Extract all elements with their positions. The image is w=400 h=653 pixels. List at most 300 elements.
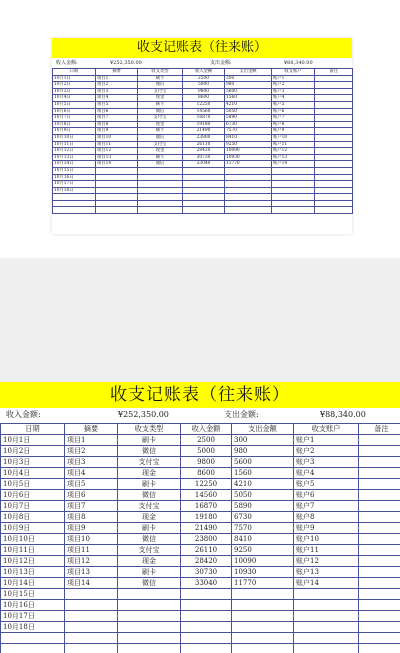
- remark-cell: [359, 644, 400, 653]
- income-cell: 2500: [183, 75, 225, 82]
- table-row: [1, 633, 400, 644]
- remark-cell: [315, 134, 353, 141]
- summary-cell: 项目11: [96, 141, 138, 148]
- account-cell: 账户12: [294, 556, 359, 567]
- type-cell: 微信: [118, 534, 181, 545]
- table-row: [1, 567, 400, 578]
- remark-cell: [315, 115, 353, 122]
- sheet-title: 收支记账表（往来账）: [0, 382, 400, 408]
- date-cell: 10月5日: [53, 101, 96, 108]
- type-cell: 刷卡: [138, 128, 183, 135]
- summary-cell: [96, 187, 138, 194]
- expense-cell: [225, 181, 272, 188]
- table-row: [1, 534, 400, 545]
- account-cell: 账户13: [294, 567, 359, 578]
- remark-cell: [359, 611, 400, 622]
- type-cell: 微信: [118, 490, 181, 501]
- date-cell: 10月7日: [1, 501, 65, 512]
- expense-cell: 6730: [232, 512, 294, 523]
- account-cell: 账户6: [294, 490, 359, 501]
- date-cell: 10月12日: [53, 148, 96, 155]
- type-cell: 刷卡: [118, 567, 181, 578]
- income-cell: 21490: [181, 523, 232, 534]
- expense-cell: 5600: [232, 457, 294, 468]
- type-header: 收支类型: [118, 424, 181, 435]
- date-cell: 10月3日: [53, 88, 96, 95]
- summary-cell: [65, 644, 118, 653]
- type-cell: 支付宝: [138, 141, 183, 148]
- remark-cell: [359, 600, 400, 611]
- summary-cell: [96, 194, 138, 201]
- date-cell: 10月17日: [1, 611, 65, 622]
- table-row: [53, 121, 353, 128]
- summary-cell: 项目5: [65, 479, 118, 490]
- remark-cell: [315, 154, 353, 161]
- date-cell: 10月6日: [53, 108, 96, 115]
- date-cell: [53, 194, 96, 201]
- table-row: [53, 148, 353, 155]
- date-cell: 10月8日: [53, 121, 96, 128]
- remark-cell: [315, 207, 353, 214]
- expense-cell: 5890: [232, 501, 294, 512]
- income-cell: [181, 611, 232, 622]
- header-row: [1, 424, 400, 435]
- table-row: [1, 523, 400, 534]
- date-cell: 10月6日: [1, 490, 65, 501]
- summary-cell: [96, 207, 138, 214]
- remark-cell: [359, 578, 400, 589]
- income-cell: 26110: [183, 141, 225, 148]
- remark-cell: [315, 108, 353, 115]
- summary-cell: 项目6: [65, 490, 118, 501]
- type-cell: 微信: [138, 161, 183, 168]
- expense-cell: 7570: [232, 523, 294, 534]
- account-cell: 账户11: [272, 141, 315, 148]
- expense-cell: 5600: [225, 88, 272, 95]
- table-row: [53, 194, 353, 201]
- date-cell: 10月11日: [53, 141, 96, 148]
- type-cell: 微信: [118, 446, 181, 457]
- account-cell: 账户3: [294, 457, 359, 468]
- income-cell: 16870: [183, 115, 225, 122]
- income-cell: 8600: [181, 468, 232, 479]
- account-cell: [272, 200, 315, 207]
- income-cell: 9800: [183, 88, 225, 95]
- account-cell: 账户4: [294, 468, 359, 479]
- type-cell: 刷卡: [118, 479, 181, 490]
- table-row: [53, 95, 353, 102]
- income-cell: 26110: [181, 545, 232, 556]
- expense-header: 支出金额: [232, 424, 294, 435]
- expense-cell: [232, 633, 294, 644]
- table-row: [53, 101, 353, 108]
- table-row: [53, 82, 353, 89]
- remark-cell: [315, 194, 353, 201]
- date-cell: 10月2日: [1, 446, 65, 457]
- summary-cell: 项目13: [65, 567, 118, 578]
- date-cell: 10月2日: [53, 82, 96, 89]
- remark-header: 备注: [359, 424, 400, 435]
- type-cell: 支付宝: [118, 501, 181, 512]
- account-cell: [294, 644, 359, 653]
- income-cell: 30730: [181, 567, 232, 578]
- date-cell: 10月18日: [53, 187, 96, 194]
- summary-cell: 项目1: [96, 75, 138, 82]
- table-row: [53, 88, 353, 95]
- summary-cell: 项目3: [65, 457, 118, 468]
- date-cell: 10月14日: [1, 578, 65, 589]
- account-cell: 账户14: [294, 578, 359, 589]
- account-cell: [272, 194, 315, 201]
- table-row: [53, 108, 353, 115]
- account-cell: [272, 181, 315, 188]
- income-value: ¥252,350.00: [110, 60, 142, 66]
- account-cell: 账户4: [272, 95, 315, 102]
- date-cell: 10月18日: [1, 622, 65, 633]
- date-cell: 10月13日: [1, 567, 65, 578]
- type-cell: [118, 611, 181, 622]
- income-cell: 21490: [183, 128, 225, 135]
- remark-cell: [359, 567, 400, 578]
- remark-header: 备注: [315, 69, 353, 76]
- expense-cell: 5890: [225, 115, 272, 122]
- remark-cell: [359, 490, 400, 501]
- date-cell: [53, 207, 96, 214]
- income-cell: 14560: [183, 108, 225, 115]
- date-cell: 10月11日: [1, 545, 65, 556]
- income-cell: [183, 194, 225, 201]
- summary-cell: 项目11: [65, 545, 118, 556]
- table-row: [1, 468, 400, 479]
- table-row: [1, 578, 400, 589]
- date-cell: 10月10日: [1, 534, 65, 545]
- table-row: [1, 435, 400, 446]
- account-cell: 账户11: [294, 545, 359, 556]
- table-row: [53, 75, 353, 82]
- date-cell: 10月4日: [53, 95, 96, 102]
- summary-header: 摘要: [65, 424, 118, 435]
- table-row: [53, 181, 353, 188]
- type-cell: 微信: [138, 134, 183, 141]
- type-cell: [138, 200, 183, 207]
- income-cell: [183, 187, 225, 194]
- income-label: 收入金额:: [56, 60, 78, 66]
- income-cell: 2500: [181, 435, 232, 446]
- account-cell: 账户2: [294, 446, 359, 457]
- type-cell: 现金: [138, 121, 183, 128]
- expense-cell: 4210: [232, 479, 294, 490]
- type-cell: [138, 187, 183, 194]
- income-label: 收入金额:: [6, 410, 41, 419]
- summary-cell: 项目7: [96, 115, 138, 122]
- expense-cell: [225, 200, 272, 207]
- income-cell: 12250: [181, 479, 232, 490]
- table-row: [53, 187, 353, 194]
- expense-cell: 10930: [225, 154, 272, 161]
- remark-cell: [359, 468, 400, 479]
- income-cell: 19180: [181, 512, 232, 523]
- ledger-table: [52, 68, 353, 214]
- type-cell: 刷卡: [138, 101, 183, 108]
- type-cell: 现金: [118, 512, 181, 523]
- expense-cell: 10090: [225, 148, 272, 155]
- summary-cell: 项目13: [96, 154, 138, 161]
- expense-label: 支出金额:: [224, 410, 259, 419]
- income-cell: 33040: [181, 578, 232, 589]
- expense-cell: 1560: [232, 468, 294, 479]
- summary-cell: 项目10: [65, 534, 118, 545]
- expense-cell: [232, 611, 294, 622]
- date-header: 日期: [53, 69, 96, 76]
- table-row: [53, 174, 353, 181]
- expense-cell: 1560: [225, 95, 272, 102]
- table-row: [1, 490, 400, 501]
- summary-cell: 项目2: [96, 82, 138, 89]
- summary-cell: [96, 181, 138, 188]
- type-cell: [138, 167, 183, 174]
- expense-cell: [232, 600, 294, 611]
- account-cell: 账户14: [272, 161, 315, 168]
- account-cell: 账户1: [294, 435, 359, 446]
- income-cell: [181, 644, 232, 653]
- table-row: [53, 207, 353, 214]
- income-cell: [181, 600, 232, 611]
- remark-cell: [359, 479, 400, 490]
- expense-cell: 5050: [225, 108, 272, 115]
- type-cell: 支付宝: [138, 88, 183, 95]
- summary-cell: 项目10: [96, 134, 138, 141]
- summary-cell: [65, 600, 118, 611]
- remark-cell: [315, 200, 353, 207]
- table-row: [53, 115, 353, 122]
- date-cell: 10月7日: [53, 115, 96, 122]
- summary-cell: 项目6: [96, 108, 138, 115]
- remark-cell: [315, 95, 353, 102]
- expense-value: ¥88,340.00: [284, 60, 313, 66]
- income-cell: 5000: [181, 446, 232, 457]
- expense-cell: [225, 174, 272, 181]
- separator-band: [0, 258, 400, 382]
- table-row: [1, 589, 400, 600]
- account-cell: 账户8: [272, 121, 315, 128]
- summary-cell: [65, 633, 118, 644]
- table-row: [53, 128, 353, 135]
- account-cell: 账户2: [272, 82, 315, 89]
- income-cell: [183, 200, 225, 207]
- header-row: [53, 69, 353, 76]
- summary-cell: 项目5: [96, 101, 138, 108]
- account-cell: [294, 622, 359, 633]
- table-row: [53, 141, 353, 148]
- remark-cell: [315, 82, 353, 89]
- account-cell: 账户12: [272, 148, 315, 155]
- income-cell: 14560: [181, 490, 232, 501]
- summary-cell: [65, 611, 118, 622]
- date-cell: 10月1日: [53, 75, 96, 82]
- summary-cell: 项目3: [96, 88, 138, 95]
- income-header: 收入金额: [183, 69, 225, 76]
- remark-cell: [315, 174, 353, 181]
- expense-cell: 11770: [232, 578, 294, 589]
- remark-cell: [315, 128, 353, 135]
- expense-cell: 7570: [225, 128, 272, 135]
- expense-cell: 10090: [232, 556, 294, 567]
- account-cell: 账户10: [294, 534, 359, 545]
- expense-cell: 10930: [232, 567, 294, 578]
- expense-cell: [232, 622, 294, 633]
- account-cell: [294, 589, 359, 600]
- type-cell: [118, 589, 181, 600]
- type-cell: [138, 207, 183, 214]
- type-cell: 微信: [138, 108, 183, 115]
- date-cell: 10月4日: [1, 468, 65, 479]
- remark-cell: [359, 435, 400, 446]
- expense-cell: 4210: [225, 101, 272, 108]
- income-cell: [181, 633, 232, 644]
- date-cell: 10月5日: [1, 479, 65, 490]
- date-cell: 10月15日: [1, 589, 65, 600]
- summary-cell: 项目8: [65, 512, 118, 523]
- type-cell: 支付宝: [138, 115, 183, 122]
- income-cell: 9800: [181, 457, 232, 468]
- table-row: [1, 446, 400, 457]
- account-cell: 账户5: [272, 101, 315, 108]
- remark-cell: [315, 161, 353, 168]
- expense-cell: [225, 167, 272, 174]
- type-cell: 现金: [118, 468, 181, 479]
- date-cell: 10月9日: [53, 128, 96, 135]
- expense-cell: [225, 187, 272, 194]
- type-cell: 微信: [118, 578, 181, 589]
- account-cell: 账户8: [294, 512, 359, 523]
- income-cell: 5000: [183, 82, 225, 89]
- income-cell: 19180: [183, 121, 225, 128]
- account-cell: 账户13: [272, 154, 315, 161]
- type-header: 收支类型: [138, 69, 183, 76]
- remark-cell: [359, 556, 400, 567]
- date-cell: 10月16日: [1, 600, 65, 611]
- date-cell: [53, 200, 96, 207]
- summary-cell: 项目4: [96, 95, 138, 102]
- table-row: [53, 134, 353, 141]
- type-cell: [138, 194, 183, 201]
- expense-cell: [225, 194, 272, 201]
- income-cell: [181, 622, 232, 633]
- remark-cell: [315, 181, 353, 188]
- income-header: 收入金额: [181, 424, 232, 435]
- account-cell: [294, 600, 359, 611]
- date-cell: [1, 633, 65, 644]
- expense-cell: 5050: [232, 490, 294, 501]
- table-row: [1, 644, 400, 653]
- account-cell: [272, 207, 315, 214]
- table-body: [1, 435, 400, 653]
- type-cell: 刷卡: [118, 435, 181, 446]
- ledger-table: [0, 423, 400, 653]
- table-row: [53, 154, 353, 161]
- income-cell: [183, 167, 225, 174]
- type-cell: 刷卡: [138, 154, 183, 161]
- income-cell: 28420: [181, 556, 232, 567]
- sheet-title: 收支记账表（往来账）: [52, 38, 352, 58]
- table-row: [1, 622, 400, 633]
- date-cell: 10月15日: [53, 167, 96, 174]
- account-header: 收支账户: [294, 424, 359, 435]
- table-row: [53, 167, 353, 174]
- remark-cell: [315, 88, 353, 95]
- type-cell: 微信: [138, 82, 183, 89]
- income-cell: 33040: [183, 161, 225, 168]
- account-cell: [272, 187, 315, 194]
- table-row: [1, 457, 400, 468]
- income-value: ¥252,350.00: [118, 410, 169, 419]
- date-cell: 10月3日: [1, 457, 65, 468]
- summary-cell: 项目12: [65, 556, 118, 567]
- summary-cell: 项目14: [96, 161, 138, 168]
- type-cell: [138, 181, 183, 188]
- type-cell: [118, 633, 181, 644]
- expense-label: 支出金额:: [210, 60, 232, 66]
- summary-cell: [65, 622, 118, 633]
- summary-cell: 项目1: [65, 435, 118, 446]
- account-cell: 账户6: [272, 108, 315, 115]
- type-cell: [118, 622, 181, 633]
- date-cell: 10月17日: [53, 181, 96, 188]
- income-cell: [183, 174, 225, 181]
- expense-cell: 300: [225, 75, 272, 82]
- expense-cell: 8410: [232, 534, 294, 545]
- date-cell: 10月9日: [1, 523, 65, 534]
- account-cell: 账户3: [272, 88, 315, 95]
- date-cell: 10月8日: [1, 512, 65, 523]
- table-row: [1, 479, 400, 490]
- date-cell: 10月13日: [53, 154, 96, 161]
- date-cell: 10月16日: [53, 174, 96, 181]
- remark-cell: [359, 622, 400, 633]
- remark-cell: [359, 545, 400, 556]
- date-cell: [1, 644, 65, 653]
- account-cell: [272, 174, 315, 181]
- type-cell: 现金: [118, 556, 181, 567]
- account-cell: [272, 167, 315, 174]
- summary-cell: 项目8: [96, 121, 138, 128]
- table-row: [1, 501, 400, 512]
- summary-cell: 项目9: [65, 523, 118, 534]
- summary-cell: [65, 589, 118, 600]
- summary-cell: 项目7: [65, 501, 118, 512]
- remark-cell: [315, 141, 353, 148]
- summary-cell: [96, 174, 138, 181]
- remark-cell: [359, 501, 400, 512]
- income-cell: [181, 589, 232, 600]
- remark-cell: [359, 446, 400, 457]
- expense-cell: 9250: [225, 141, 272, 148]
- table-row: [53, 200, 353, 207]
- income-cell: 12250: [183, 101, 225, 108]
- type-cell: 现金: [138, 148, 183, 155]
- table-row: [1, 556, 400, 567]
- account-cell: 账户10: [272, 134, 315, 141]
- expense-cell: 6730: [225, 121, 272, 128]
- account-cell: 账户1: [272, 75, 315, 82]
- remark-cell: [359, 457, 400, 468]
- remark-cell: [359, 589, 400, 600]
- expense-value: ¥88,340.00: [320, 410, 366, 419]
- type-cell: [118, 644, 181, 653]
- summary-cell: 项目14: [65, 578, 118, 589]
- table-row: [1, 512, 400, 523]
- remark-cell: [315, 187, 353, 194]
